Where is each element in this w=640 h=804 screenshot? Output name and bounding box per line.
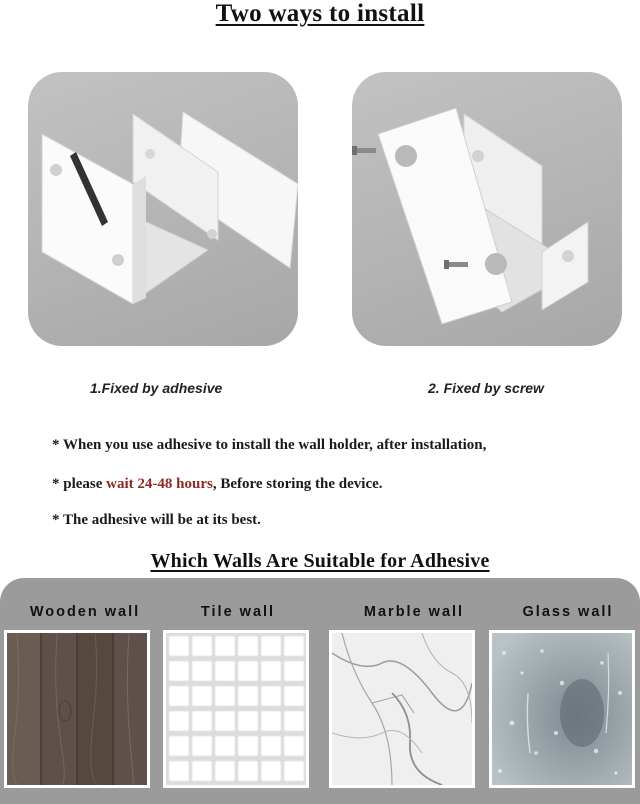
note-line-1: * When you use adhesive to install the wall holder, after installation, xyxy=(52,437,487,453)
holder-screw-illustration xyxy=(352,72,622,346)
note-line-2-suffix: , Before storing the device. xyxy=(212,476,383,492)
note-line-2 xyxy=(52,476,383,493)
wooden-wall-swatch xyxy=(4,630,150,788)
wall-label-marble: Marble wall xyxy=(363,604,465,620)
holder-adhesive-illustration xyxy=(28,72,298,346)
note-line-3: * The adhesive will be at its best. xyxy=(52,512,261,528)
wall-label-glass: Glass wall xyxy=(522,604,614,620)
screw-install-image xyxy=(352,72,622,346)
wait-time-highlight: wait 24-48 hours xyxy=(106,476,213,492)
note-line-2-prefix: * please xyxy=(52,476,107,492)
screw-icon xyxy=(352,146,376,155)
method-label-screw: 2. Fixed by screw xyxy=(428,380,544,396)
marble-wall-swatch xyxy=(329,630,475,788)
walls-section-title: Which Walls Are Suitable for Adhesive xyxy=(150,550,490,572)
glass-wall-swatch xyxy=(489,630,635,788)
method-label-adhesive: 1.Fixed by adhesive xyxy=(90,380,223,396)
tile-wall-swatch xyxy=(163,630,309,788)
adhesive-install-image xyxy=(28,72,298,346)
wall-label-wooden: Wooden wall xyxy=(29,604,141,620)
page-title: Two ways to install xyxy=(215,0,425,27)
wall-label-tile: Tile wall xyxy=(200,604,276,620)
